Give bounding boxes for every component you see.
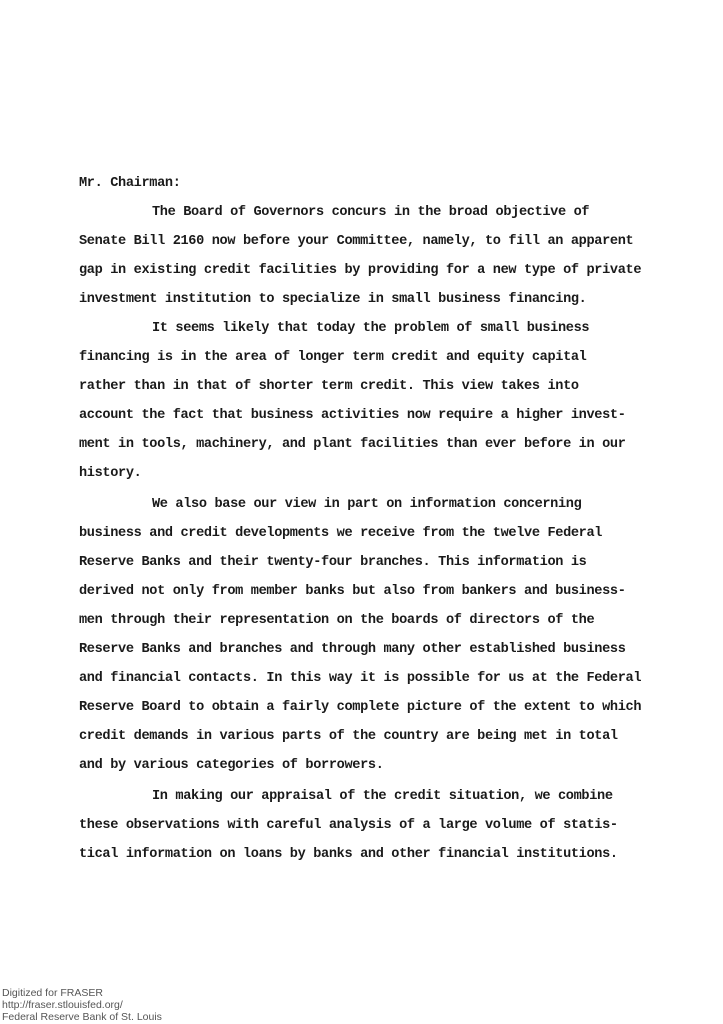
paragraph-3-line-8: Reserve Board to obtain a fairly complete picture of the extent to which: [79, 700, 642, 715]
paragraph-2-line-4: account the fact that business activities now require a higher invest-: [79, 408, 626, 423]
paragraph-3-line-3: Reserve Banks and their twenty-four branches. This information is: [79, 555, 587, 570]
paragraph-3-line-6: Reserve Banks and branches and through many other established business: [79, 642, 626, 657]
paragraph-4-line-3: tical information on loans by banks and other financial institutions.: [79, 847, 618, 862]
paragraph-1-line-2: Senate Bill 2160 now before your Committee, namely, to fill an apparent: [79, 234, 634, 249]
paragraph-3-line-7: and financial contacts. In this way it is possible for us at the Federal: [79, 671, 642, 686]
paragraph-1-line-3: gap in existing credit facilities by providing for a new type of private: [79, 263, 642, 278]
paragraph-4-line-2: these observations with careful analysis of a large volume of statis-: [79, 818, 618, 833]
paragraph-3-line-10: and by various categories of borrowers.: [79, 758, 384, 773]
paragraph-2-line-2: financing is in the area of longer term credit and equity capital: [79, 350, 587, 365]
footer-url: http://fraser.stlouisfed.org/: [2, 999, 123, 1011]
paragraph-3-line-1: We also base our view in part on information concerning: [152, 497, 582, 512]
paragraph-1-line-4: investment institution to specialize in small business financing.: [79, 292, 587, 307]
footer-digitized: Digitized for FRASER: [2, 987, 103, 999]
paragraph-1-line-1: The Board of Governors concurs in the broad objective of: [152, 205, 590, 220]
paragraph-3-line-9: credit demands in various parts of the country are being met in total: [79, 729, 618, 744]
paragraph-2-line-6: history.: [79, 466, 142, 481]
paragraph-2-line-1: It seems likely that today the problem of small business: [152, 321, 590, 336]
paragraph-3-line-2: business and credit developments we receive from the twelve Federal: [79, 526, 603, 541]
footer-institution: Federal Reserve Bank of St. Louis: [2, 1011, 162, 1023]
paragraph-2-line-5: ment in tools, machinery, and plant facilities than ever before in our: [79, 437, 626, 452]
paragraph-2-line-3: rather than in that of shorter term credit. This view takes into: [79, 379, 579, 394]
salutation: Mr. Chairman:: [79, 176, 181, 191]
paragraph-3-line-5: men through their representation on the boards of directors of the: [79, 613, 595, 628]
paragraph-4-line-1: In making our appraisal of the credit situation, we combine: [152, 789, 613, 804]
paragraph-3-line-4: derived not only from member banks but also from bankers and business-: [79, 584, 626, 599]
